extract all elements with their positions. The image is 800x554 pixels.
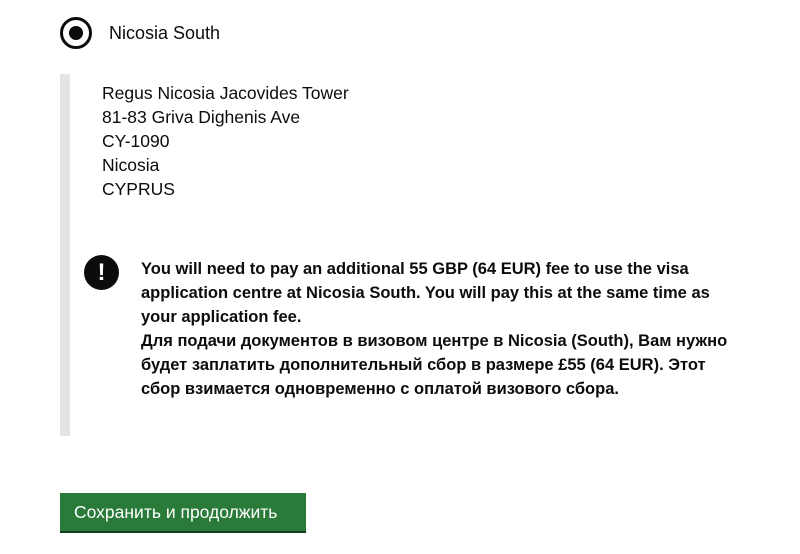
address-line: Nicosia [102, 155, 160, 175]
warning-text-block [84, 255, 744, 401]
warning-message-ru: Для подачи документов в визовом центре в Nicosia (South), Вам нужно будет заплатить дополнительный сбор в размере £55 (64 EUR). Этот сбор взимается одновременно с оплатой визового сбора. [141, 332, 728, 398]
address-line: CYPRUS [102, 179, 175, 199]
location-radio-option[interactable] [60, 17, 220, 49]
radio-button-selected[interactable] [60, 17, 92, 49]
warning-icon: ! [84, 255, 119, 290]
warning-message-en: You will need to pay an additional 55 GBP (64 EUR) fee to use the visa application centre at Nicosia South. You will pay this at the same time as your application fee. [141, 260, 710, 326]
radio-label[interactable]: Nicosia South [109, 23, 221, 43]
address-line: Regus Nicosia Jacovides Tower [102, 83, 349, 103]
address-line: 81-83 Griva Dighenis Ave [102, 107, 301, 127]
save-and-continue-button[interactable]: Сохранить и продолжить [60, 493, 306, 531]
address-line: CY-1090 [102, 131, 170, 151]
conditional-reveal-border [60, 74, 70, 436]
warning-message [141, 257, 741, 401]
address-block [102, 81, 349, 201]
